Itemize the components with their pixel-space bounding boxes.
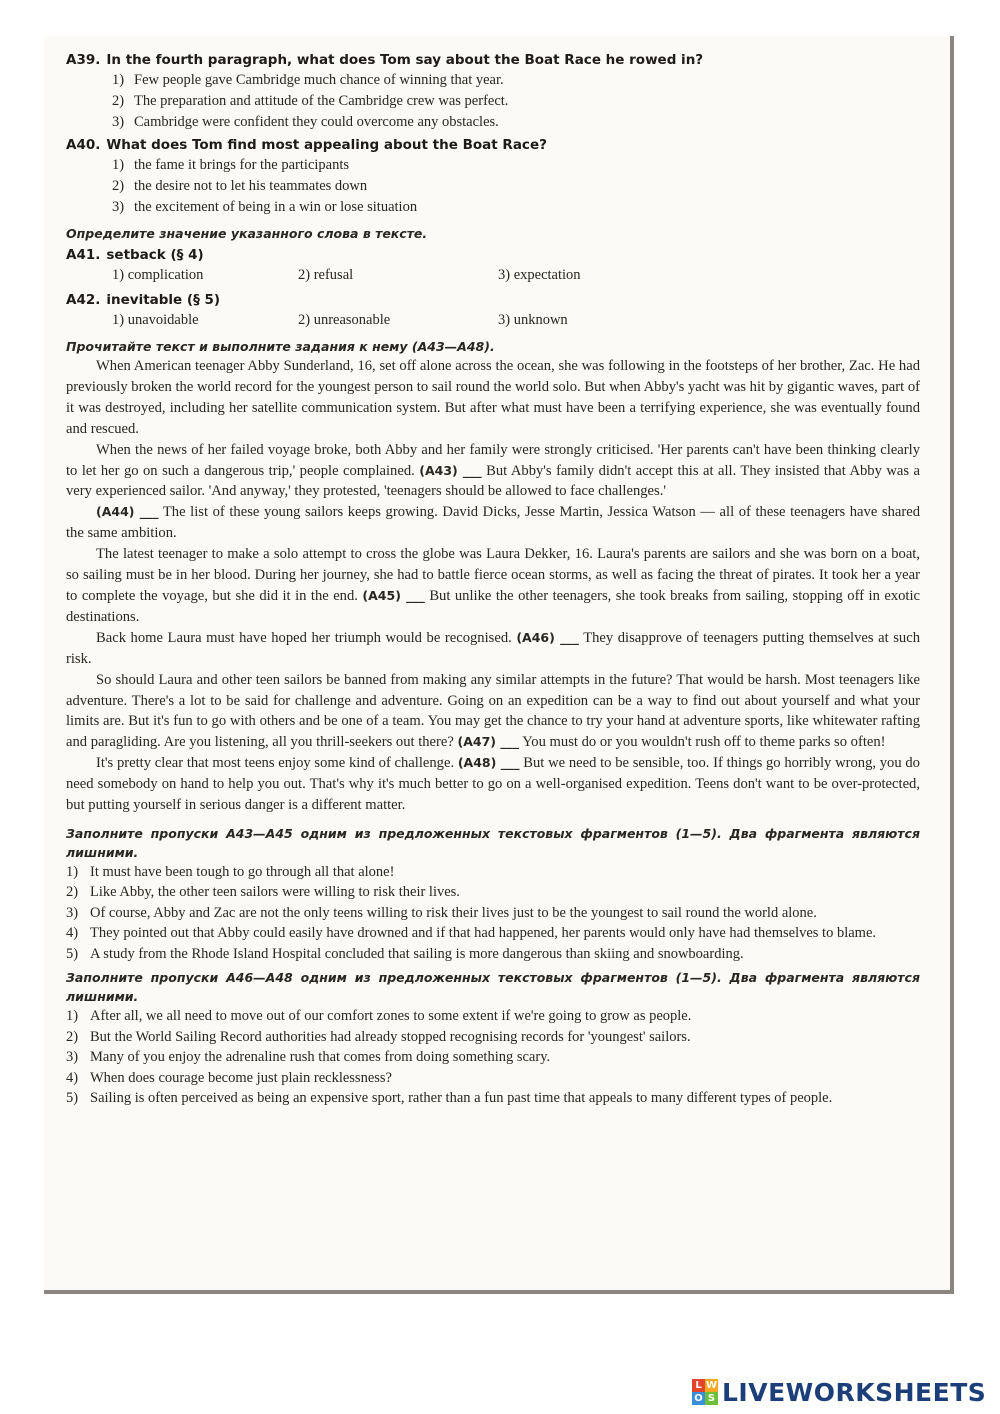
fragment: 4) They pointed out that Abby could easily have drowned and if that had happened, her parents would only have had themselves to blame. [66, 925, 877, 942]
worksheet-content [66, 50, 920, 1109]
reading-text [66, 356, 920, 816]
paragraph-4: The latest teenager to make a solo attempt to cross the globe was Laura Dekker, 16. Laura's parents are sailors and she was born on a boat, so sailing must be in her blood. During her journey, she had to battle fierce ocean storms, as well as facing the threat of pirates. It took her a year to complete the voyage, but she did it in the end. (A45) ___ But unlike the other teenagers, she took breaks from sailing, stopping off in exotic destinations. [66, 546, 920, 625]
question-a40 [66, 135, 920, 218]
reading-instruction: Прочитайте текст и выполните задания к нему (А43—А48). [66, 339, 495, 354]
liveworksheets-logo-text: LIVEWORKSHEETS [722, 1377, 987, 1407]
option: 2) The preparation and attitude of the Cambridge crew was perfect. [112, 93, 509, 109]
fill-instruction-a46-a48: Заполните пропуски А46—А48 одним из предложенных текстовых фрагментов (1—5). Два фрагмента являются лишними. [66, 970, 920, 1005]
option: 3) the excitement of being in a win or lose situation [112, 199, 418, 215]
gap-a47: (A47) ___ [457, 734, 520, 750]
question-a42 [66, 290, 920, 331]
question-a41 [66, 245, 920, 286]
vocab-instruction: Определите значение указанного слова в тексте. [66, 226, 428, 241]
gap-a48: (A48) ___ [457, 755, 520, 771]
paragraph-5: Back home Laura must have hoped her triumph would be recognised. (A46) ___ They disapprove of teenagers putting themselves at such risk. [66, 629, 920, 667]
question-number: A41. [66, 247, 101, 263]
fragment: 4) When does courage become just plain recklessness? [66, 1069, 392, 1086]
question-text: In the fourth paragraph, what does Tom say about the Boat Race he rowed in? [106, 52, 704, 68]
fragment-list-1 [66, 862, 920, 965]
question-word: setback (§ 4) [106, 247, 204, 263]
liveworksheets-logo-icon: L W O S [692, 1379, 718, 1405]
option-row: 1) complication 2) refusal 3) expectation [112, 267, 581, 283]
fill-instruction-a43-a45: Заполните пропуски А43—А45 одним из предложенных текстовых фрагментов (1—5). Два фрагмента являются лишними. [66, 825, 920, 860]
question-number: A39. [66, 52, 101, 68]
option: 1) the fame it brings for the participants [112, 157, 350, 173]
option: 1) Few people gave Cambridge much chance of winning that year. [112, 72, 504, 88]
question-number: A42. [66, 292, 101, 308]
option-row: 1) unavoidable 2) unreasonable 3) unknown [112, 312, 568, 328]
gap-a44: (A44) ___ [96, 504, 159, 520]
fragment: 2) But the World Sailing Record authorities had already stopped recognising records for 'youngest' sailors. [66, 1028, 691, 1045]
gap-a46: (A46) ___ [516, 629, 579, 645]
gap-a43: (A43) ___ [419, 462, 482, 478]
fragment: 5) A study from the Rhode Island Hospital concluded that sailing is more dangerous than skiing and snowboarding. [66, 945, 744, 962]
fragment-list-2 [66, 1006, 920, 1109]
fragment: 1) After all, we all need to move out of our comfort zones to some extent if we're going to grow as people. [66, 1008, 692, 1025]
question-word: inevitable (§ 5) [106, 292, 221, 308]
question-number: A40. [66, 137, 101, 153]
option: 3) Cambridge were confident they could overcome any obstacles. [112, 114, 499, 130]
question-a39 [66, 50, 920, 133]
paragraph-1: When American teenager Abby Sunderland, 16, set off alone across the ocean, she was following in the footsteps of her brother, Zac. He had previously broken the world record for the youngest person to sail round the world solo. But when Abby's yacht was hit by gigantic waves, part of it was destroyed, including her satellite communication system. But after what must have been a terrifying experience, she was eventually found and rescued. [66, 358, 920, 437]
fragment: 1) It must have been tough to go through all that alone! [66, 863, 395, 880]
gap-a45: (A45) ___ [362, 587, 425, 603]
paragraph-6: So should Laura and other teen sailors be banned from making any similar attempts in the future? That would be harsh. Most teenagers like adventure. There's a lot to be said for challenge and adventure. Going on an expedition can be a way to find out about yourself and what your limits are. But it's fun to go with others and be one of a team. You may get the chance to try your hand at adventure sports, like whitewater rafting and paragliding. Are you listening, all you thrill-seekers out there? (A47) ___ You must do or you wouldn't rush off to theme parks so often! [66, 671, 920, 751]
fragment: 3) Many of you enjoy the adrenaline rush that comes from doing something scary. [66, 1049, 551, 1066]
fragment: 3) Of course, Abby and Zac are not the only teens willing to risk their lives just to be the youngest to sail round the world alone. [66, 904, 817, 921]
fragment: 5) Sailing is often perceived as being an expensive sport, rather than a fun past time that appeals to many different types of people. [66, 1090, 833, 1107]
paragraph-2: When the news of her failed voyage broke, both Abby and her family were strongly criticised. 'Her parents can't have been thinking clearly to let her go on such a dangerous trip,' people complained. (A43) ___ But Abby's family didn't accept this at all. They insisted that Abby was a very experienced sailor. 'And anyway,' they protested, 'teenagers should be allowed to face challenges.' [66, 441, 920, 500]
question-text: What does Tom find most appealing about the Boat Race? [106, 137, 547, 153]
paragraph-3: (A44) ___ The list of these young sailors keeps growing. David Dicks, Jesse Martin, Jessica Watson — all of these teenagers have shared the same ambition. [66, 504, 920, 542]
fragment: 2) Like Abby, the other teen sailors were willing to risk their lives. [66, 884, 460, 901]
paragraph-7: It's pretty clear that most teens enjoy some kind of challenge. (A48) ___ But we need to be sensible, too. If things go horribly wrong, you do need somebody on hand to help you out. That's why it's much better to go on a well-organised expedition. Teens don't want to be over-protected, but putting yourself in serious danger is a different matter. [66, 755, 920, 814]
liveworksheets-logo[interactable] [692, 1377, 986, 1407]
option: 2) the desire not to let his teammates down [112, 178, 368, 194]
